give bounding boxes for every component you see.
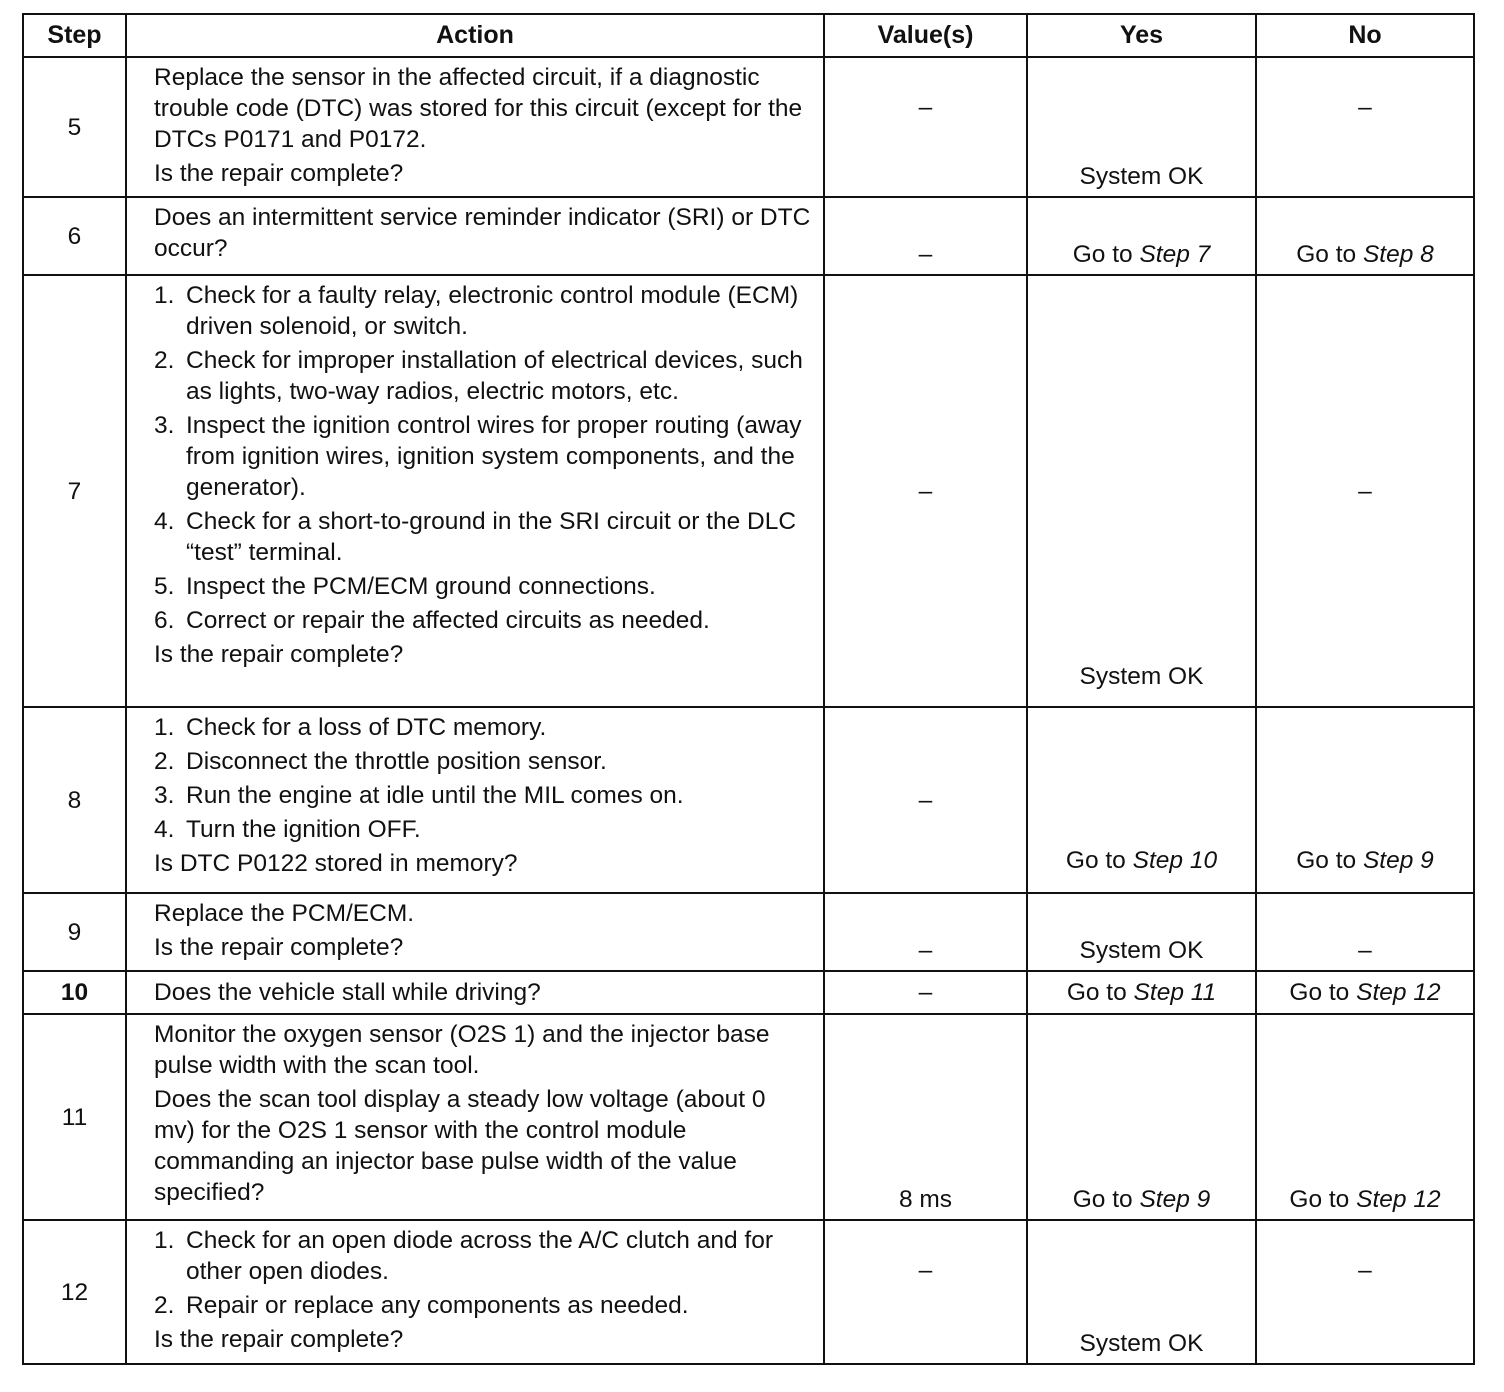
action-cell: [126, 1014, 824, 1220]
step-number: 6: [23, 197, 126, 275]
goto-step-link: Step 12: [1356, 1186, 1441, 1213]
value-cell: 8 ms: [824, 1014, 1027, 1220]
step-number: 5: [23, 57, 126, 197]
action-cell: [126, 1220, 824, 1364]
action-cell: [126, 971, 824, 1014]
action-cell: [126, 893, 824, 971]
goto-prefix: Go to: [1072, 241, 1140, 268]
action-cell: [126, 57, 824, 197]
action-question: Does an intermittent service reminder indicator (SRI) or DTC occur?: [154, 204, 811, 262]
no-cell: –: [1256, 1220, 1474, 1364]
table-row-step-10: [23, 971, 1474, 1014]
goto-prefix: Go to: [1065, 847, 1133, 874]
value-cell: –: [824, 57, 1027, 197]
list-item: 1. Check for a loss of DTC memory.: [154, 714, 547, 741]
yes-cell: System OK: [1027, 1220, 1256, 1364]
step-number: 12: [23, 1220, 126, 1364]
no-cell: [1256, 707, 1474, 893]
goto-prefix: Go to: [1289, 979, 1357, 1006]
table-row-step-6: [23, 197, 1474, 275]
action-text: Replace the PCM/ECM.: [154, 900, 415, 927]
action-text: Monitor the oxygen sensor (O2S 1) and the injector base pulse width with the scan tool.: [154, 1021, 770, 1079]
action-cell: [126, 707, 824, 893]
list-item: 6. Correct or repair the affected circuits as needed.: [154, 607, 710, 634]
no-cell: [1256, 197, 1474, 275]
header-no: No: [1256, 14, 1474, 57]
goto-step-link: Step 9: [1139, 1186, 1211, 1213]
action-question: Is DTC P0122 stored in memory?: [154, 850, 518, 877]
no-cell: [1256, 1014, 1474, 1220]
no-cell: –: [1256, 57, 1474, 197]
action-question: Is the repair complete?: [154, 934, 404, 961]
action-text: Replace the sensor in the affected circuit, if a diagnostic trouble code (DTC) was stored for this circuit (except for the DTCs P0171 and P0172.: [154, 64, 803, 153]
table-row-step-9: [23, 893, 1474, 971]
step-number: 10: [23, 971, 126, 1014]
step-number: 9: [23, 893, 126, 971]
action-cell: [126, 275, 824, 707]
goto-prefix: Go to: [1296, 847, 1363, 874]
goto-prefix: Go to: [1066, 979, 1134, 1006]
list-item: 3. Run the engine at idle until the MIL comes on.: [154, 782, 684, 809]
no-cell: [1256, 971, 1474, 1014]
table-row-step-5: [23, 57, 1474, 197]
action-question: Is the repair complete?: [154, 160, 404, 187]
table-row-step-7: [23, 275, 1474, 707]
action-question: Does the scan tool display a steady low voltage (about 0 mv) for the O2S 1 sensor with the control module commanding an injector base pulse width of the value specified?: [154, 1086, 766, 1206]
goto-step-link: Step 11: [1133, 979, 1217, 1006]
table-row-step-12: [23, 1220, 1474, 1364]
no-cell: –: [1256, 275, 1474, 707]
step-number: 7: [23, 275, 126, 707]
value-cell: –: [824, 707, 1027, 893]
action-question: Does the vehicle stall while driving?: [154, 979, 541, 1006]
yes-cell: System OK: [1027, 275, 1256, 707]
goto-prefix: Go to: [1289, 1186, 1357, 1213]
action-question: Is the repair complete?: [154, 641, 404, 668]
yes-cell: System OK: [1027, 57, 1256, 197]
step-number: 11: [23, 1014, 126, 1220]
goto-step-link: Step 12: [1356, 979, 1441, 1006]
list-item: 2. Repair or replace any components as needed.: [154, 1292, 689, 1319]
action-cell: [126, 197, 824, 275]
goto-prefix: Go to: [1072, 1186, 1140, 1213]
yes-cell: [1027, 971, 1256, 1014]
table-row-step-11: [23, 1014, 1474, 1220]
diagnostic-table: [22, 13, 1475, 1365]
list-item: 1. Check for a faulty relay, electronic control module (ECM) driven solenoid, or switch.: [154, 282, 799, 340]
goto-step-link: Step 8: [1362, 241, 1434, 268]
list-item: 3. Inspect the ignition control wires for proper routing (away from ignition wires, ignition system components, and the generator).: [154, 412, 802, 501]
list-item: 4. Turn the ignition OFF.: [154, 816, 421, 843]
list-item: 2. Disconnect the throttle position sensor.: [154, 748, 607, 775]
no-cell: –: [1256, 893, 1474, 971]
value-cell: –: [824, 1220, 1027, 1364]
list-item: 2. Check for improper installation of electrical devices, such as lights, two-way radios, electric motors, etc.: [154, 347, 803, 405]
list-item: 5. Inspect the PCM/ECM ground connections.: [154, 573, 656, 600]
list-item: 1. Check for an open diode across the A/C clutch and for other open diodes.: [154, 1227, 773, 1285]
goto-step-link: Step 10: [1132, 847, 1218, 874]
value-cell: –: [824, 275, 1027, 707]
header-yes: Yes: [1027, 14, 1256, 57]
yes-cell: System OK: [1027, 893, 1256, 971]
goto-step-link: Step 9: [1362, 847, 1434, 874]
list-item: 4. Check for a short-to-ground in the SRI circuit or the DLC “test” terminal.: [154, 508, 797, 566]
header-action: Action: [126, 14, 824, 57]
goto-prefix: Go to: [1296, 241, 1363, 268]
step-number: 8: [23, 707, 126, 893]
yes-cell: [1027, 1014, 1256, 1220]
value-cell: –: [824, 197, 1027, 275]
goto-step-link: Step 7: [1139, 241, 1211, 268]
table-row-step-8: [23, 707, 1474, 893]
action-question: Is the repair complete?: [154, 1326, 404, 1353]
header-step: Step: [23, 14, 126, 57]
yes-cell: [1027, 197, 1256, 275]
header-value: Value(s): [824, 14, 1027, 57]
header-row: [23, 14, 1474, 57]
yes-cell: [1027, 707, 1256, 893]
value-cell: –: [824, 893, 1027, 971]
value-cell: –: [824, 971, 1027, 1014]
